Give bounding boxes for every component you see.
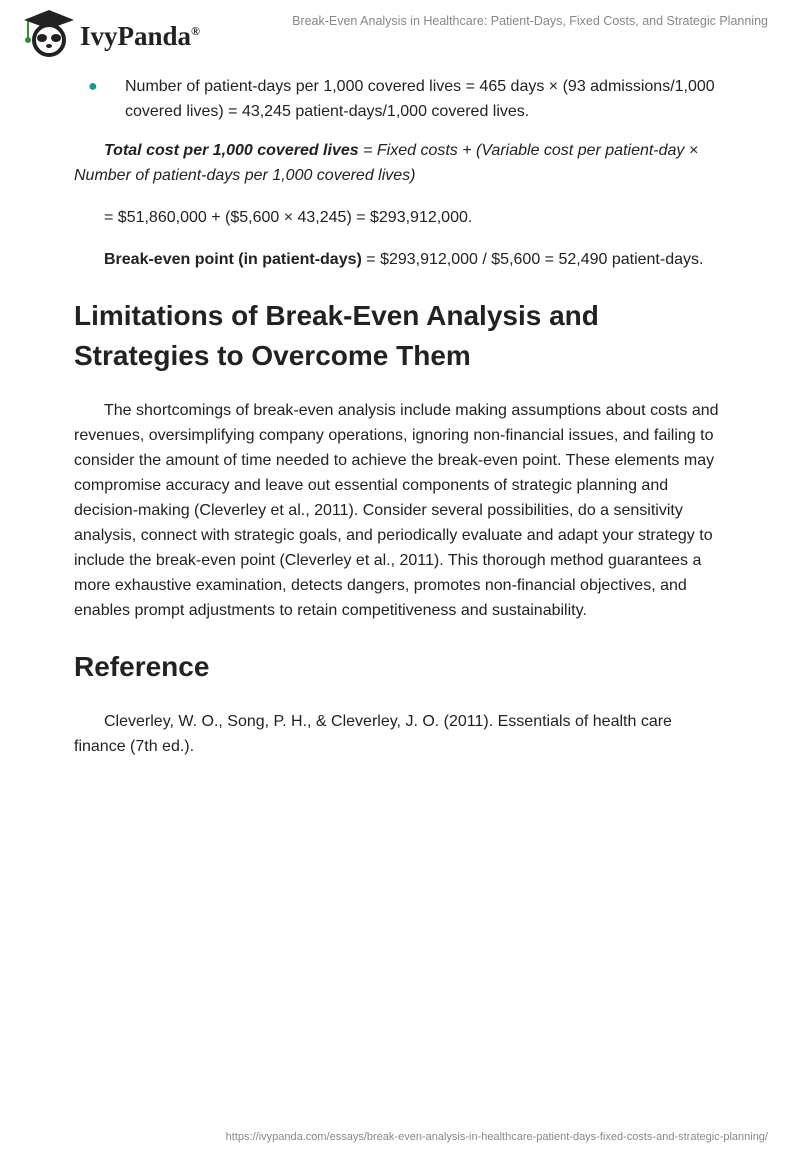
source-url[interactable]: https://ivypanda.com/essays/break-even-analysis-in-healthcare-patient-days-fixed-costs-and-strategic-planning/ [225, 1131, 768, 1143]
list-item [74, 74, 724, 124]
reference-heading: Reference [74, 651, 210, 682]
bullet-text: Number of patient-days per 1,000 covered lives = 465 days × (93 admissions/1,000 covered lives) = 43,245 patient-days/1,000 covered lives. [125, 78, 715, 120]
breakeven-point: Break-even point (in patient-days) = $293,912,000 / $5,600 = 52,490 patient-days. [104, 251, 704, 268]
limitations-heading: Limitations of Break-Even Analysis and Strategies to Overcome Them [74, 300, 599, 371]
total-cost-formula: Total cost per 1,000 covered lives = Fixed costs + (Variable cost per patient-day × Number of patient-days per 1,000 covered lives) [74, 142, 699, 184]
reference-entry: Cleverley, W. O., Song, P. H., & Cleverley, J. O. (2011). Essentials of health care finance (7th ed.). [74, 713, 672, 755]
document-title: Break-Even Analysis in Healthcare: Patient-Days, Fixed Costs, and Strategic Planning [292, 14, 768, 28]
ivypanda-logo[interactable] [20, 8, 200, 58]
article-content [74, 74, 724, 776]
limitations-paragraph: The shortcomings of break-even analysis include making assumptions about costs and revenues, oversimplifying company operations, ignoring non-financial issues, and failing to consider the amount of time needed to achieve the break-even point. These elements may compromise accuracy and leave out essential components of strategic planning and decision-making (Cleverley et al., 2011). Consider several possibilities, do a sensitivity analysis, connect with strategic goals, and periodically evaluate and adapt your strategy to include the break-even point (Cleverley et al., 2011). This thorough method guarantees a more exhaustive examination, detects dangers, promotes non-financial objectives, and enables prompt adjustments to retain competitiveness and sustainability. [74, 402, 719, 619]
bullet-icon: ● [88, 78, 98, 95]
brand-name: IvyPanda® [80, 20, 201, 51]
panda-logo-icon [20, 8, 78, 58]
total-cost-calculation: = $51,860,000 + ($5,600 × 43,245) = $293,912,000. [104, 209, 473, 226]
